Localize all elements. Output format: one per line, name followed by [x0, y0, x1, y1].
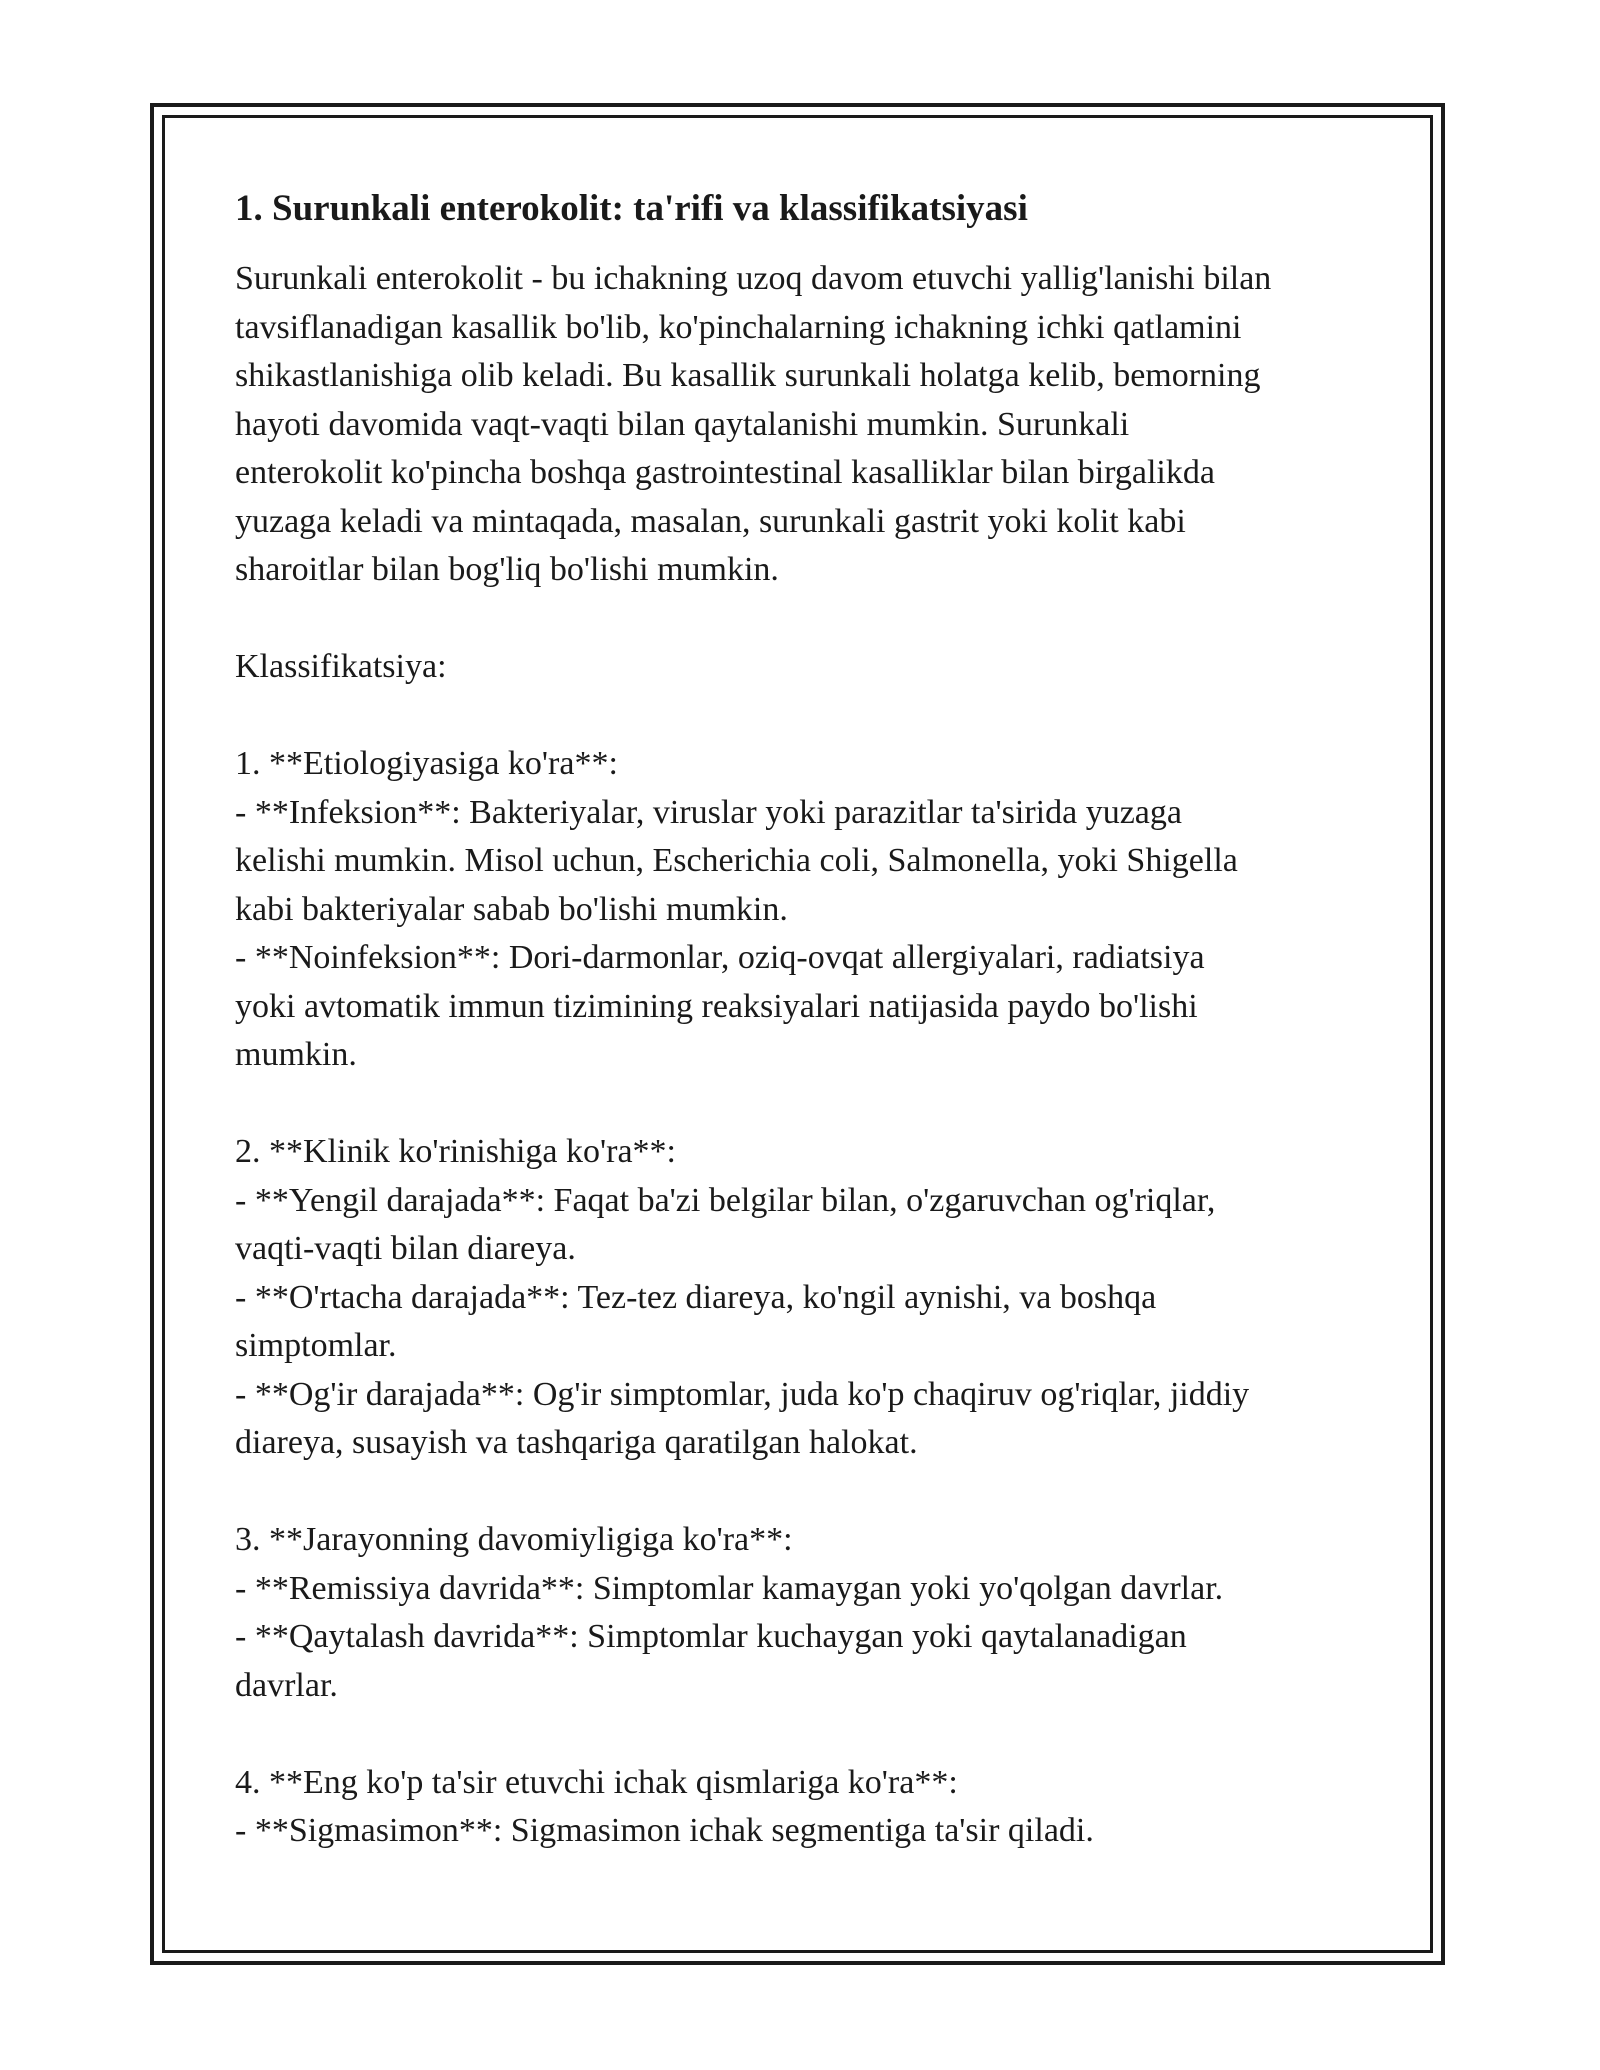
- classification-section-location: [235, 1759, 1375, 1856]
- spacer: [235, 692, 1375, 741]
- section-heading: 3. **Jarayonning davomiyligiga ko'ra**:: [235, 1521, 793, 1558]
- spacer: [235, 595, 1375, 644]
- list-item: - **Remissiya davrida**: Simptomlar kamaygan yoki yo'qolgan davrlar.: [235, 1569, 1224, 1607]
- page-title: 1. Surunkali enterokolit: ta'rifi va klassifikatsiyasi: [235, 188, 1028, 229]
- classification-section-clinical: [235, 1128, 1375, 1468]
- list-item: - **Noinfeksion**: Dori-darmonlar, oziq-ovqat allergiyalari, radiatsiya yoki avtomatik immun tizimining reaksiyalari natijasida paydo bo'lishi mumkin.: [235, 939, 1205, 1073]
- list-item: - **Qaytalash davrida**: Simptomlar kuchaygan yoki qaytalanadigan davrlar.: [235, 1618, 1187, 1704]
- document-body: [235, 185, 1375, 1856]
- classification-section-etiology: [235, 740, 1375, 1080]
- spacer: [235, 1710, 1375, 1759]
- list-item: - **Og'ir darajada**: Og'ir simptomlar, juda ko'p chaqiruv og'riqlar, jiddiy diareya, susayish va tashqariga qaratilgan halokat.: [235, 1375, 1250, 1461]
- classification-heading: Klassifikatsiya:: [235, 648, 447, 685]
- spacer: [235, 1468, 1375, 1517]
- list-item: - **Yengil darajada**: Faqat ba'zi belgilar bilan, o'zgaruvchan og'riqlar, vaqti-vaqti bilan diareya.: [235, 1181, 1216, 1267]
- spacer: [235, 1080, 1375, 1129]
- classification-section-duration: [235, 1516, 1375, 1710]
- list-item: - **O'rtacha darajada**: Tez-tez diareya, ko'ngil aynishi, va boshqa simptomlar.: [235, 1278, 1157, 1364]
- section-heading: 2. **Klinik ko'rinishiga ko'ra**:: [235, 1133, 676, 1170]
- section-heading: 1. **Etiologiyasiga ko'ra**:: [235, 745, 618, 782]
- list-item: - **Sigmasimon**: Sigmasimon ichak segmentiga ta'sir qiladi.: [235, 1812, 1094, 1849]
- section-heading: 4. **Eng ko'p ta'sir etuvchi ichak qismlariga ko'ra**:: [235, 1763, 958, 1801]
- intro-paragraph: Surunkali enterokolit - bu ichakning uzoq davom etuvchi yallig'lanishi bilan tavsiflanadigan kasallik bo'lib, ko'pinchalarning ichakning ichki qatlamini shikastlanishiga olib keladi. Bu kasallik surunkali holatga kelib, bemorning hayoti davomida vaqt-vaqti bilan qaytalanishi mumkin. Surunkali enterokolit ko'pincha boshqa gastrointestinal kasalliklar bilan birgalikda yuzaga keladi va mintaqada, masalan, surunkali gastrit yoki kolit kabi sharoitlar bilan bog'liq bo'lishi mumkin.: [235, 260, 1272, 588]
- list-item: - **Infeksion**: Bakteriyalar, viruslar yoki parazitlar ta'sirida yuzaga kelishi mumkin. Misol uchun, Escherichia coli, Salmonella, yoki Shigella kabi bakteriyalar sabab bo'lishi mumkin.: [235, 793, 1238, 928]
